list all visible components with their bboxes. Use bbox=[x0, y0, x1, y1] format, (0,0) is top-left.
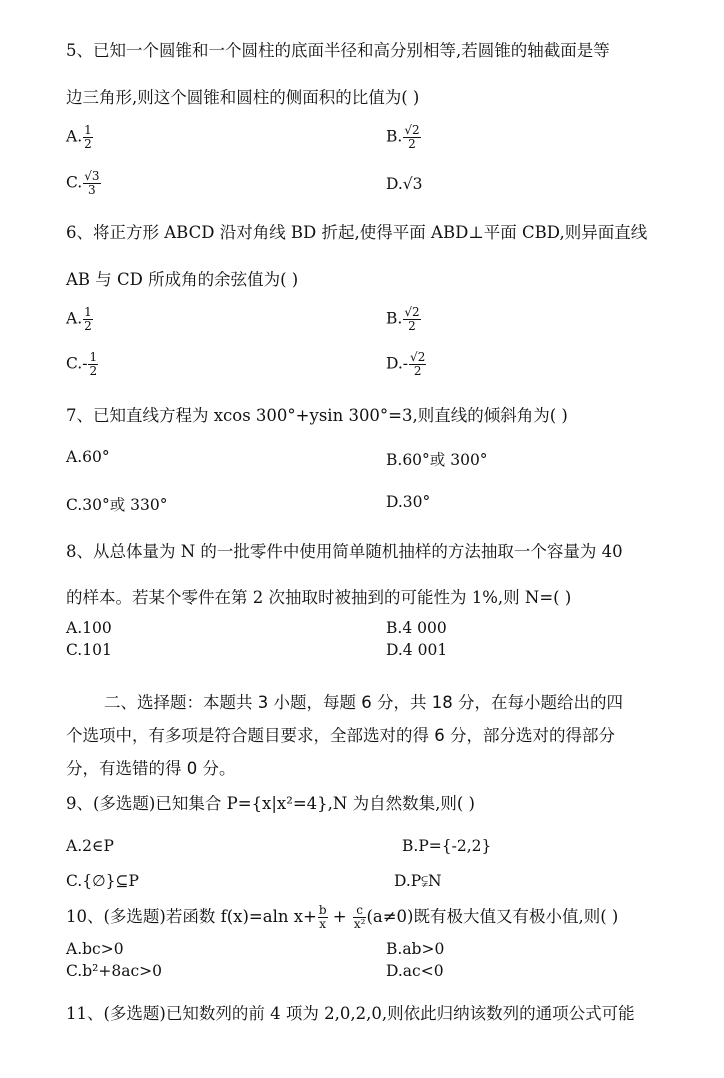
fraction-c-over-x2: $\frac{c}{\text{x²}}$ bbox=[353, 903, 366, 931]
q8-stem-line1: 8、从总体量为 N 的一批零件中使用简单随机抽样的方法抽取一个容量为 40 bbox=[66, 542, 623, 561]
q6-option-c[interactable]: C.- $\frac{1}{2}$ bbox=[66, 350, 98, 378]
q8-option-a[interactable]: A.100 bbox=[66, 619, 112, 637]
fraction: $\frac{√2}{2}$ bbox=[404, 305, 420, 333]
q6-option-d[interactable]: D.- $\frac{√2}{2}$ bbox=[386, 350, 426, 378]
fraction: $\frac{1}{2}$ bbox=[89, 350, 98, 378]
q5-option-c[interactable]: C. $\frac{√3}{3}$ bbox=[66, 169, 100, 197]
q8-option-d[interactable]: D.4 001 bbox=[386, 641, 448, 659]
q7-stem: 7、已知直线方程为 xcos 300°+ysin 300°=3,则直线的倾斜角为( ) bbox=[66, 406, 568, 425]
fraction: $\frac{√3}{3}$ bbox=[84, 169, 100, 197]
section2-line3: 分，有选错的得 0 分。 bbox=[66, 759, 236, 778]
q5-stem-line1: 5、已知一个圆锥和一个圆柱的底面半径和高分别相等,若圆锥的轴截面是等 bbox=[66, 41, 610, 60]
q7-option-a[interactable]: A.60° bbox=[66, 448, 110, 466]
fraction: $\frac{√2}{2}$ bbox=[410, 350, 426, 378]
q8-stem-line2: 的样本。若某个零件在第 2 次抽取时被抽到的可能性为 1%,则 N=( ) bbox=[66, 588, 572, 607]
q5-option-d[interactable]: D.√3 bbox=[386, 175, 423, 193]
q9-option-a[interactable]: A.2∈P bbox=[66, 837, 114, 855]
section2-line1: 二、选择题：本题共 3 小题，每题 6 分，共 18 分，在每小题给出的四 bbox=[104, 693, 623, 712]
q6-option-b[interactable]: B. $\frac{√2}{2}$ bbox=[386, 305, 420, 333]
q7-option-c[interactable]: C.30°或 330° bbox=[66, 496, 168, 514]
fraction: $\frac{1}{2}$ bbox=[84, 123, 92, 151]
q11-stem: 11、(多选题)已知数列的前 4 项为 2,0,2,0,则依此归纳该数列的通项公式可能 bbox=[66, 1004, 635, 1023]
q9-option-b[interactable]: B.P={-2,2} bbox=[402, 837, 492, 855]
q8-option-b[interactable]: B.4 000 bbox=[386, 619, 447, 637]
q6-stem-line2: AB 与 CD 所成角的余弦值为( ) bbox=[66, 270, 299, 289]
q10-option-d[interactable]: D.ac<0 bbox=[386, 962, 444, 980]
q10-option-b[interactable]: B.ab>0 bbox=[386, 940, 445, 958]
q10-stem: 10、(多选题)若函数 f(x)=aln x+ $\frac{b}{x}$ + $\frac{c}{\text{x²}}$ (a≠0)既有极大值又有极小值,则( ) bbox=[66, 903, 619, 931]
q10-option-a[interactable]: A.bc>0 bbox=[66, 940, 124, 958]
q7-option-b[interactable]: B.60°或 300° bbox=[386, 451, 488, 469]
q9-option-d[interactable]: D.P⫋N bbox=[394, 872, 442, 890]
q5-stem-line2: 边三角形,则这个圆锥和圆柱的侧面积的比值为( ) bbox=[66, 88, 420, 107]
q5-option-a[interactable]: A. $\frac{1}{2}$ bbox=[66, 123, 92, 151]
section2-line2: 个选项中，有多项是符合题目要求，全部选对的得 6 分，部分选对的得部分 bbox=[66, 726, 615, 745]
q9-stem: 9、(多选题)已知集合 P={x|x²=4},N 为自然数集,则( ) bbox=[66, 794, 475, 813]
q8-option-c[interactable]: C.101 bbox=[66, 641, 112, 659]
q6-option-a[interactable]: A. $\frac{1}{2}$ bbox=[66, 305, 92, 333]
q6-stem-line1: 6、将正方形 ABCD 沿对角线 BD 折起,使得平面 ABD⊥平面 CBD,则异面直线 bbox=[66, 223, 648, 242]
q5-option-b[interactable]: B. $\frac{√2}{2}$ bbox=[386, 123, 420, 151]
fraction: $\frac{1}{2}$ bbox=[84, 305, 92, 333]
q7-option-d[interactable]: D.30° bbox=[386, 493, 431, 511]
fraction: $\frac{√2}{2}$ bbox=[404, 123, 420, 151]
q10-option-c[interactable]: C.b²+8ac>0 bbox=[66, 962, 162, 980]
fraction-b-over-x: $\frac{b}{x}$ bbox=[318, 903, 327, 931]
q9-option-c[interactable]: C.{∅}⊆P bbox=[66, 872, 139, 890]
